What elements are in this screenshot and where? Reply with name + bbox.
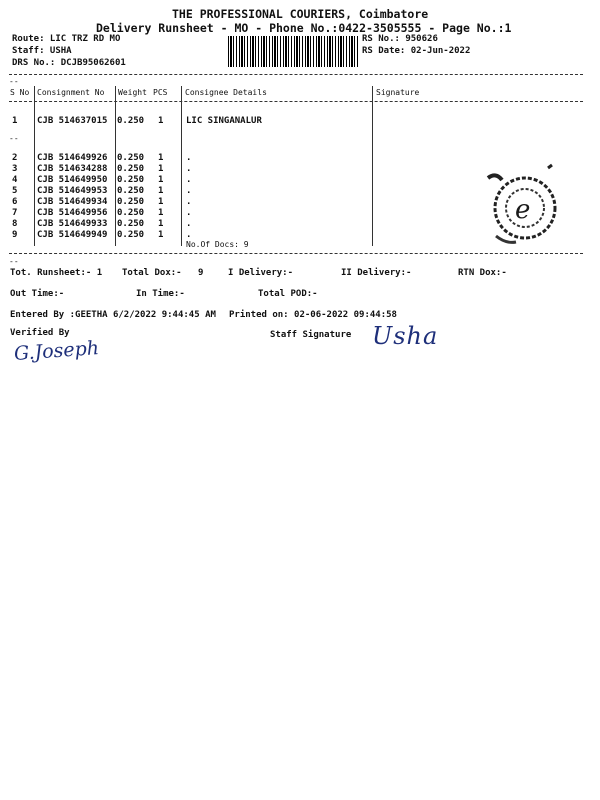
staff-label: Staff: USHA [12,46,72,56]
barcode [228,36,358,67]
row-sno: 4 [12,175,18,185]
drs-number: DRS No.: DCJB95062601 [12,58,126,68]
verified-signature: G.Joseph [13,337,100,365]
row-consignment: CJB 514649950 [37,175,108,185]
row-weight: 0.250 [117,186,145,196]
row-weight: 0.250 [117,175,145,185]
tot-runsheet: Tot. Runsheet:- 1 [10,268,103,278]
staff-signature-label: Staff Signature [270,330,352,340]
row-consignment: CJB 514634288 [37,164,108,174]
out-time: Out Time:- [10,289,65,299]
row-consignment: CJB 514649926 [37,153,108,163]
col-header-weight: Weight [118,88,147,97]
divider [9,74,583,75]
staff-signature: Usha [372,322,439,350]
rs-date: RS Date: 02-Jun-2022 [362,46,471,56]
row-sno: 7 [12,208,18,218]
row-weight: 0.250 [117,230,145,240]
row-consignee: . [186,219,192,229]
column-separator [34,86,35,246]
row-weight: 0.250 [117,116,145,126]
runsheet-subtitle: Delivery Runsheet - MO - Phone No.:0422-3505555 - Page No.:1 [96,21,512,35]
row-pcs: 1 [158,208,164,218]
row-consignee: . [186,208,192,218]
no-of-docs: No.Of Docs: 9 [186,240,249,249]
row-consignment: CJB 514649933 [37,219,108,229]
row-sno: 1 [12,116,18,126]
entered-by: Entered By :GEETHA 6/2/2022 9:44:45 AM [10,310,216,320]
row-sno: 8 [12,219,18,229]
ii-delivery: II Delivery:- [341,268,412,278]
col-header-sno: S No [10,88,30,97]
route-label: Route: LIC TRZ RD MO [12,34,121,44]
company-title: THE PROFESSIONAL COURIERS, Coimbatore [172,7,429,21]
row-weight: 0.250 [117,153,145,163]
divider [9,101,583,102]
row-pcs: 1 [158,186,164,196]
column-separator [372,86,373,246]
row-weight: 0.250 [117,164,145,174]
dash-marker: -- [9,257,19,266]
row-pcs: 1 [158,153,164,163]
rs-number: RS No.: 950626 [362,34,438,44]
stamp-letter: e [515,195,531,225]
row-sno: 2 [12,153,18,163]
row-consignment: CJB 514649949 [37,230,108,240]
total-dox-label: Total Dox:- [122,268,182,278]
divider [9,253,583,254]
row-weight: 0.250 [117,219,145,229]
row-weight: 0.250 [117,197,145,207]
col-header-signature: Signature [376,88,420,97]
row-sno: 5 [12,186,18,196]
col-header-consignment: Consignment No [37,88,105,97]
column-separator [181,86,182,246]
col-header-consignee: Consignee Details [185,88,267,97]
row-pcs: 1 [158,197,164,207]
rtn-dox: RTN Dox:- [458,268,507,278]
total-pod: Total POD:- [258,289,318,299]
dash-marker: -- [9,77,19,86]
row-sno: 9 [12,230,18,240]
row-pcs: 1 [158,175,164,185]
row-pcs: 1 [158,116,164,126]
col-header-pcs: PCS [153,88,168,97]
dash-marker: -- [9,134,19,143]
column-separator [115,86,116,246]
row-consignee: . [186,186,192,196]
round-stamp-icon [478,158,573,253]
total-dox-value: 9 [198,268,204,278]
row-consignment: CJB 514637015 [37,116,108,126]
row-consignee: LIC SINGANALUR [186,116,262,126]
row-consignee: . [186,164,192,174]
in-time: In Time:- [136,289,185,299]
row-weight: 0.250 [117,208,145,218]
row-consignee: . [186,175,192,185]
row-pcs: 1 [158,219,164,229]
printed-on: Printed on: 02-06-2022 09:44:58 [229,310,397,320]
row-consignee: . [186,197,192,207]
verified-by-label: Verified By [10,328,70,338]
row-consignee: . [186,153,192,163]
i-delivery: I Delivery:- [228,268,294,278]
row-consignee: . [186,230,192,240]
row-pcs: 1 [158,230,164,240]
row-sno: 3 [12,164,18,174]
row-consignment: CJB 514649956 [37,208,108,218]
row-pcs: 1 [158,164,164,174]
row-consignment: CJB 514649953 [37,186,108,196]
row-sno: 6 [12,197,18,207]
row-consignment: CJB 514649934 [37,197,108,207]
